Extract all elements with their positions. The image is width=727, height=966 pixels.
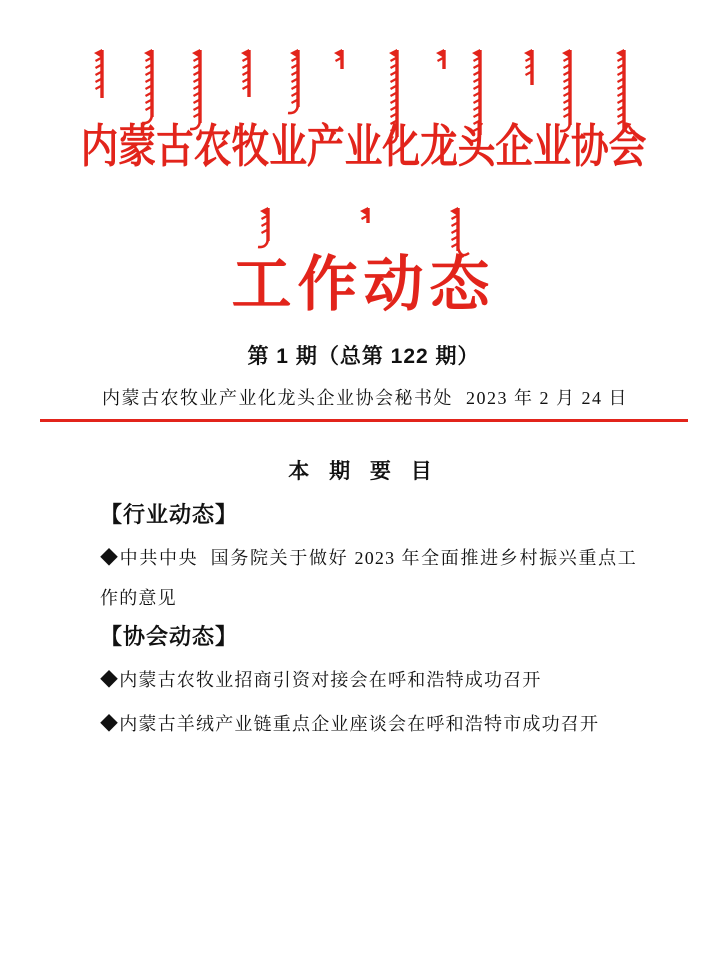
toc-title: 本 期 要 目 <box>288 460 439 483</box>
red-divider-rule <box>40 419 688 422</box>
mongolian-word <box>436 49 444 69</box>
toc-item: ◆内蒙古羊绒产业链重点企业座谈会在呼和浩特市成功召开 <box>100 714 600 734</box>
mongolian-word <box>288 49 298 113</box>
bulletin-title: 工作动态 <box>231 252 496 318</box>
mongolian-word <box>360 207 368 223</box>
toc-item: ◆内蒙古农牧业招商引资对接会在呼和浩特成功召开 <box>100 670 542 690</box>
mongolian-word <box>524 49 532 85</box>
mongolian-word <box>334 49 342 69</box>
toc-section <box>100 500 637 618</box>
publisher-name: 内蒙古农牧业产业化龙头企业协会秘书处 <box>102 388 453 408</box>
mongolian-word <box>94 49 102 98</box>
issue-number-line: 第 1 期（总第 122 期） <box>247 345 480 368</box>
toc-item: ◆中共中央 国务院关于做好 2023 年全面推进乡村振兴重点工作的意见 <box>100 548 637 608</box>
association-name-heading: 内蒙古农牧业产业化龙头企业协会 <box>80 121 647 172</box>
toc-sections <box>100 496 637 748</box>
mongolian-word <box>258 207 268 247</box>
mongolian-word <box>450 207 469 255</box>
toc-section <box>100 622 637 744</box>
publication-date: 2023 年 2 月 24 日 <box>466 388 628 408</box>
toc-section-label: 【行业动态】 <box>100 502 239 527</box>
toc-section-label: 【协会动态】 <box>100 624 239 649</box>
mongolian-word <box>241 49 249 97</box>
mongolian-word <box>142 49 152 123</box>
publication-info-row <box>102 384 628 410</box>
